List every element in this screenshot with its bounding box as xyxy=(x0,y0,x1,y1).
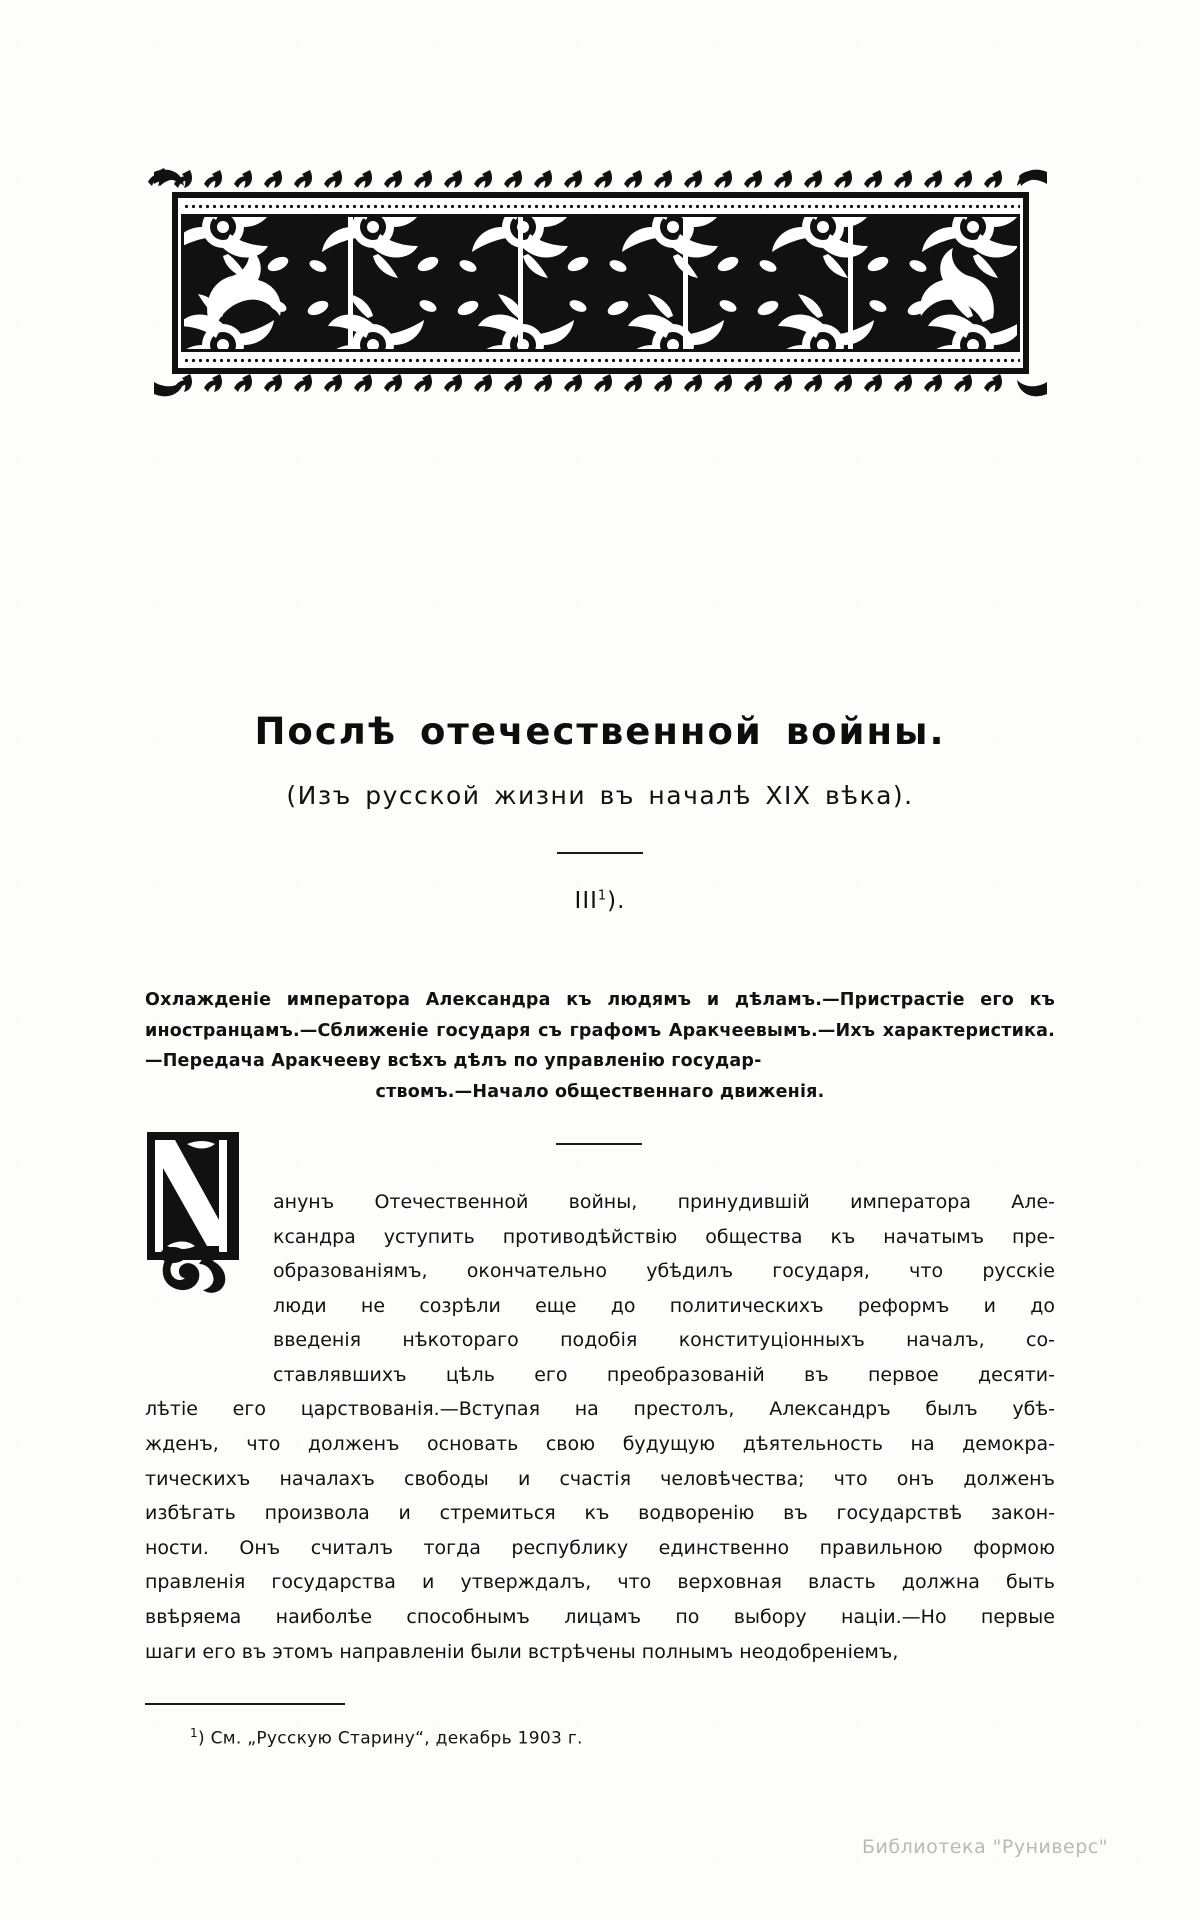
divider-rule-summary xyxy=(556,1143,642,1145)
section-number-text: III xyxy=(574,888,598,914)
body-line: избѣгать произвола и стремиться къ водворенію въ государствѣ закон- xyxy=(145,1502,1055,1525)
summary-line-last: ствомъ.—Начало общественнаго движенія. xyxy=(375,1081,825,1102)
body-line: ставлявшихъ цѣль его преобразованій въ первое десяти- xyxy=(273,1363,1055,1386)
summary-line: Охлажденіе императора Александра къ людямъ и дѣламъ.—Пристрастіе его xyxy=(145,990,1014,1010)
page-subtitle: (Изъ русской жизни въ началѣ XIX вѣка). xyxy=(286,781,914,810)
section-footnote-marker: 1 xyxy=(597,888,608,904)
body-line: шаги его въ этомъ направленіи были встрѣчены полнымъ неодобреніемъ, xyxy=(145,1640,899,1663)
body-text xyxy=(145,1185,1055,1669)
floral-griffin-headpiece xyxy=(148,168,1053,398)
footnote-marker: 1 xyxy=(190,1726,198,1740)
divider-rule-top xyxy=(557,852,643,854)
body-line: анунъ Отечественной войны, принудившій императора Але- xyxy=(273,1191,1055,1213)
body-line: жденъ, что долженъ основать свою будущую дѣятельность на демокра- xyxy=(145,1433,1055,1456)
library-watermark: Библиотека "Руниверс" xyxy=(862,1836,1108,1858)
body-line: образованіямъ, окончательно убѣдилъ государя, что русскіе xyxy=(273,1260,1055,1283)
summary-line: характеристика.—Передача Аракчееву всѣхъ дѣлъ по управленію государ- xyxy=(145,1020,1055,1072)
body-paragraph xyxy=(145,1185,1055,1669)
body-line: тическихъ началахъ свободы и счастія человѣчества; что онъ долженъ xyxy=(145,1467,1055,1490)
section-number: III$^1$). xyxy=(574,888,626,914)
footnote-text: ) См. „Русскую Старину“, декабрь 1903 г. xyxy=(197,1728,583,1749)
body-line: правленія государства и утверждалъ, что верховная власть должна быть xyxy=(145,1571,1055,1594)
body-line: люди не созрѣли еще до политическихъ реформъ и до xyxy=(273,1294,1055,1317)
summary-line: къ иностранцамъ.—Сближеніе государя съ графомъ Аракчеевымъ.—Ихъ xyxy=(145,990,1055,1041)
footnote xyxy=(190,1726,890,1749)
title-block xyxy=(0,710,1200,914)
page-title: Послѣ отечественной войны. xyxy=(254,710,946,753)
body-line: введенія нѣкотораго подобія конституціонныхъ началъ, со- xyxy=(273,1329,1055,1352)
chapter-summary xyxy=(145,985,1055,1108)
body-line: ввѣряема наиболѣе способнымъ лицамъ по выбору націи.—Но первые xyxy=(145,1605,1055,1628)
footnote-divider xyxy=(145,1703,345,1705)
body-line: ксандра уступить противодѣйствію общества къ начатымъ пре- xyxy=(273,1225,1055,1248)
body-line: ности. Онъ считалъ тогда республику единственно правильною формою xyxy=(145,1536,1055,1559)
body-line: лѣтіе его царствованія.—Вступая на престолъ, Александръ былъ убѣ- xyxy=(145,1398,1055,1421)
